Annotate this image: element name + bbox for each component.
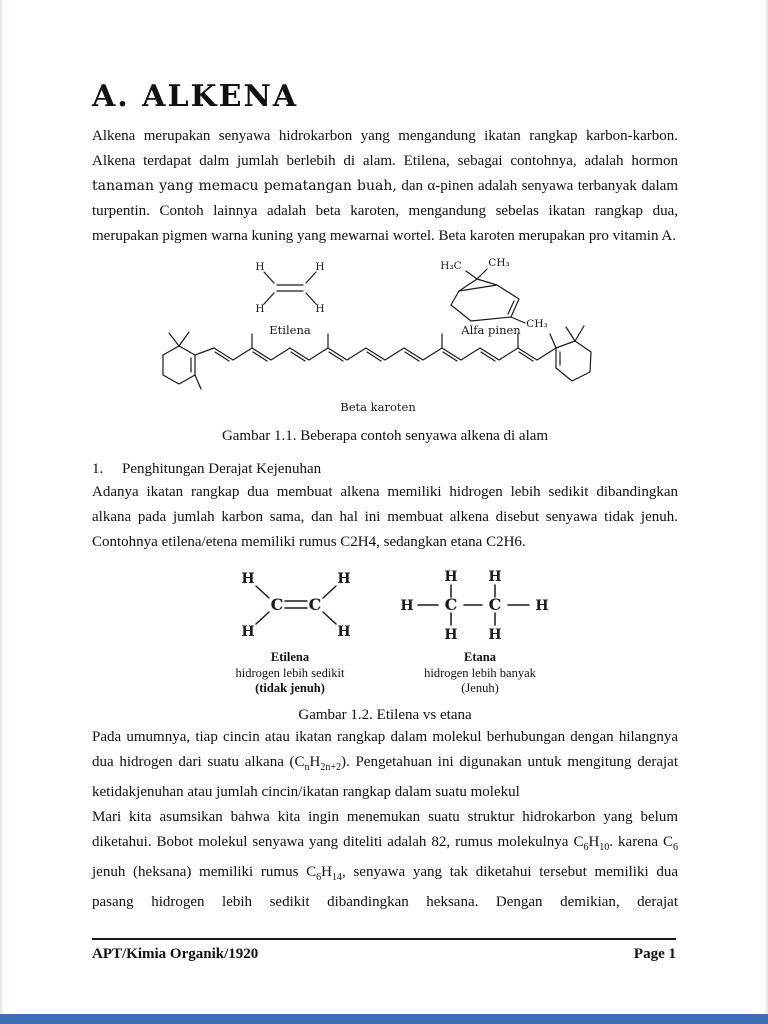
figure-2-caption: Gambar 1.2. Etilena vs etana [298, 706, 472, 723]
h-atom-label: H [241, 571, 255, 587]
footer-page-number: Page 1 [633, 946, 676, 962]
figure-1 [92, 253, 678, 424]
paragraph-saturation: Adanya ikatan rangkap dua membuat alkena memiliki hidrogen lebih sedikit dibandingkan alkana pada jumlah karbon sama, dan hal ini membuat alkena disebut senyawa tidak jenuh. Contohnya etilena/etena memiliki rumus C2H4, sedangkan etana C2H6. [92, 484, 678, 550]
section-heading [92, 458, 678, 480]
paragraph-example [92, 805, 678, 915]
h-atom-label: H [241, 624, 255, 640]
figure-2-illustration [195, 563, 575, 645]
c-atom-label: C [488, 595, 502, 614]
figure-2 [92, 563, 678, 697]
beta-karoten-structure [163, 326, 591, 414]
etana-state: (Jenuh) [461, 681, 499, 695]
document-page [2, 0, 766, 1014]
figure-1-illustration [125, 253, 645, 419]
h-atom-label: H [444, 627, 458, 643]
formula-subscript: 10 [599, 841, 610, 853]
paragraph-example-text: . karena C [609, 833, 673, 850]
alfa-pinen-structure [440, 257, 547, 337]
formula-subscript: 14 [332, 871, 342, 883]
ch3-atom-label: CH₃ [488, 257, 510, 269]
paragraph-example-text: H [321, 863, 332, 880]
beta-karoten-label: Beta karoten [340, 400, 416, 414]
ch3-atom-label: CH₃ [526, 318, 548, 330]
etilena-colored-structure [241, 571, 350, 640]
etilena-desc: hidrogen lebih sedikit [235, 665, 345, 680]
etilena-state: (tidak jenuh) [255, 681, 325, 695]
paragraph-example-text: , senyawa yang tak diketahui tersebut memiliki dua pasang hidrogen lebih sedikit dibandingkan heksana. Dengan demikian, derajat [92, 863, 678, 910]
h-atom-label: H [488, 569, 502, 585]
h-atom-label: H [337, 624, 351, 640]
paragraph-example-text: jenuh (heksana) memiliki rumus C [92, 863, 317, 880]
paragraph-example-text: Mari kita asumsikan bahwa kita ingin menemukan suatu struktur hidrokarbon yang belum diketahui. Bobot molekul senyawa yang diteliti adalah 82, rumus molekulnya C [92, 808, 678, 850]
paragraph-intro-seg2: tanaman yang memacu pematangan buah, [92, 178, 397, 194]
paragraph-degree-text: Pada umumnya, tiap cincin atau ikatan rangkap dalam molekul berhubungan dengan hilangnya dua hidrogen dari suatu alkana (C [92, 728, 678, 770]
c-atom-label: C [308, 595, 322, 614]
formula-subscript: 6 [316, 871, 322, 883]
etana-label-block [385, 650, 575, 697]
h-atom-label: H [255, 303, 265, 315]
formula-subscript: 6 [583, 841, 589, 853]
section-title: Penghitungan Derajat Kejenuhan [122, 461, 322, 477]
etana-colored-structure [400, 569, 548, 643]
etilena-structure [255, 261, 324, 337]
formula-subscript: n [304, 761, 310, 773]
paragraph-intro [92, 124, 678, 249]
h3c-atom-label: H₃C [440, 260, 462, 272]
paragraph-degree-text: H [309, 753, 321, 770]
etilena-label: Etilena [269, 323, 311, 337]
etana-name: Etana [464, 650, 496, 664]
etilena-double-bond [285, 601, 307, 608]
etana-bonds [418, 585, 529, 625]
alfa-pinen-label: Alfa pinen [461, 323, 521, 337]
paragraph-degree-text: ). Pengetahuan ini digunakan untuk mengitung derajat ketidakjenuhan atau jumlah cincin/ikatan rangkap dalam suatu molekul [92, 753, 678, 800]
formula-subscript: 2n+2 [320, 761, 342, 773]
footer-left-text: APT/Kimia Organik/1920 [92, 946, 259, 962]
h-atom-label: H [315, 303, 325, 315]
etilena-bonds [264, 272, 316, 304]
beta-karoten-bonds [163, 326, 591, 389]
section-number: 1. [92, 461, 104, 477]
paragraph-intro-seg3: dan α-pinen adalah senyawa terbanyak dalam turpentin. Contoh lainnya adalah beta karoten, mengandung sebelas ikatan rangkap dua, merupakan pigmen warna kuning yang mewarnai wortel. Beta karoten merupakan pro vitamin A. [92, 178, 678, 244]
page-content [2, 0, 766, 915]
etana-desc: hidrogen lebih banyak [424, 665, 536, 680]
c-atom-label: C [270, 595, 284, 614]
paragraph-degree [92, 725, 678, 805]
figure-2-labels [195, 650, 575, 697]
figure-1-caption: Gambar 1.1. Beberapa contoh senyawa alkena di alam [221, 428, 549, 444]
h-atom-label: H [488, 627, 502, 643]
alfa-pinen-bonds [451, 269, 525, 323]
h-atom-label: H [535, 598, 549, 614]
paragraph-example-text: H [588, 833, 600, 850]
h-atom-label: H [444, 569, 458, 585]
page-footer [92, 938, 676, 963]
h-atom-label: H [337, 571, 351, 587]
h-atom-label: H [400, 598, 414, 614]
h-atom-label: H [315, 261, 325, 273]
paragraph-intro-seg1: Alkena merupakan senyawa hidrokarbon yang mengandung ikatan rangkap karbon-karbon. Alkena terdapat dalm jumlah berlebih di alam. Etilena, sebagai contohnya, adalah hormon [92, 128, 678, 169]
etilena-ch-bonds [256, 586, 336, 624]
etilena-label-block [195, 650, 385, 697]
viewer-bottom-bar [0, 1014, 768, 1024]
etilena-name: Etilena [270, 650, 310, 664]
c-atom-label: C [444, 595, 458, 614]
h-atom-label: H [255, 261, 265, 273]
formula-subscript: 6 [673, 841, 678, 853]
page-title: A. ALKENA [92, 79, 299, 114]
